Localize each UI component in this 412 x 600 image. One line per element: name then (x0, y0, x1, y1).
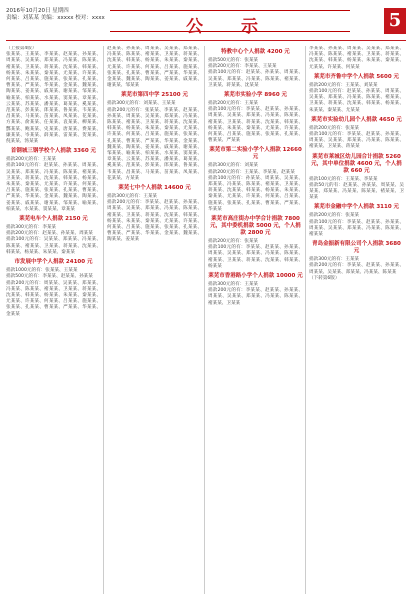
donor-list-line: 捐款100元的有：李某某、赵某某、孙某某、周某某、吴某某、郑某某、冯某某、陈某某、褚某某 (309, 219, 404, 238)
donor-list-line: 捐款100元的有：赵某某、孙某某、周某某、吴某某、郑某某、冯某某、陈某某、褚某某、卫某某、蒋某某、沈某某、韩某某、杨某某、朱某某、秦某某、尤某某、许某某、何某某、吕某某、施某某、张某某、孔某某、曹某某、严某某、华某某、金某某、魏某某、陶某某、姜某某、戚某某、谢某某、邹某某、喻某某、柏某某、水某某、窦某某、章某某 (6, 163, 101, 212)
donor-list-line: 捐款300元的有：王某某 (309, 257, 360, 263)
donor-list-line: 捐款100元的有：李某某、赵某某、孙某某、周某某、吴某某、郑某某、冯某某、陈某某、褚某某、卫某某、蒋某某、沈某某、韩某某、杨某某 (208, 245, 303, 269)
section-heading: 首钢城三钢学校个人捐款 3360 元 (10, 148, 97, 155)
section-heading: 特教中心个人捐款 4200 元 (221, 49, 290, 55)
section-heading: 莱芜电车个人捐款 2150 元 (19, 216, 88, 223)
donor-list-line: 赵某某、孙某某、周某某、吴某某、郑某某、冯某某、陈某某、褚某某、卫某某、蒋某某、沈某某、韩某某、杨某某、朱某某、秦某某、尤某某、许某某、何某某、吕某某、施某某、张某某、孔某某、曹某某、严某某、华某某、金某某、魏某某、陶某某、姜某某、戚某某、谢某某、邹某某 (107, 46, 202, 89)
donor-list-line: 捐款200元的有：李某某、王某某 (208, 64, 277, 70)
issue-meta (6, 8, 105, 22)
section-heading: 莱芜七中个人捐款 14600 元 (118, 185, 191, 192)
section-heading: 莱芜市第二实验小学个人捐款 12660 元 (209, 147, 302, 161)
editor-line: 责编：刘某某 美编：xxxxx 校对：xxxx (6, 15, 105, 21)
donor-list-line: 捐款300元的有：王某某 (208, 282, 259, 288)
column (309, 46, 406, 594)
donor-list-line: 捐款200元的有：张某某 (208, 239, 259, 245)
donor-list-line: 捐款200元的有：李某某、赵某某、孙某某、周某某、吴某某、郑某某、冯某某、陈某某、褚某某、卫某某 (208, 288, 303, 306)
donor-list-line: 李某某、孙某某、周某某、吴某某、郑某某、冯某某、陈某某、褚某某、卫某某、蒋某某、沈某某、韩某某、杨某某、朱某某、秦某某、尤某某、许某某、何某某 (309, 46, 404, 70)
donor-list-line: 捐款200元的有：张某某 (309, 125, 360, 131)
section-heading: 莱芜市高庄街办中学合计捐款 7800 元，其中委机捐款 5000 元，个人捐款 2800 元 (210, 216, 301, 237)
section-heading: 莱芜市齐鲁中学个人捐款 5600 元 (313, 73, 400, 80)
section-heading: 莱芜市香港路小学个人捐款 10000 元 (208, 273, 303, 280)
content-columns (6, 46, 406, 594)
section-title-bar (110, 10, 350, 37)
donor-list-line: 捐款200元的有：王某某、李某某、赵某某 (208, 169, 295, 175)
donor-list-line: 捐款50元的有：赵某某、孙某某、周某某、吴某某、郑某某、冯某某、陈某某、褚某某、卫某某 (309, 182, 404, 201)
section-heading: 市发展中学个人捐款 24100 元 (14, 259, 93, 266)
donor-list-line: 捐款200元的有：赵某某、孙某某、周某某 (6, 231, 93, 237)
donor-list-line: 捐款100元的有：孙某某、周某某、吴某某、郑某某、冯某某、陈某某、褚某某、卫某某、蒋某某、沈某某、韩某某、杨某某、朱某某、秦某某、尤某某、许某某、何某某、吕某某、施某某、张某某、孔某某、曹某某、严某某、华某某 (208, 175, 303, 212)
donor-list-line: 捐款500元的有：张某某 (208, 58, 259, 63)
donor-list-line: 捐款100元的有：李某某、赵某某、孙某某、周某某、吴某某、郑某某、冯某某、陈某某、褚某某、卫某某、蒋某某 (309, 132, 404, 150)
donor-list-line: 捐款200元的有：李某某、赵某某、孙某某、周某某、吴某某、郑某某、冯某某、陈某某、褚某某、卫某某、蒋某某、沈某某、韩某某、杨某某、朱某某、秦某某、尤某某、许某某、何某某、吕某某、施某某、张某某、孔某某、曹某某、严某某、华某某、金某某、魏某某、陶某某、姜某某 (107, 200, 202, 243)
donor-list-line: 捐款200元的有：周某某、吴某某、郑某某、冯某某、陈某某、褚某某、卫某某、蒋某某、沈某某、韩某某、杨某某、朱某某、秦某某、尤某某、许某某、何某某、吕某某、施某某、张某某、孔某某、曹某某、严某某、华某某、金某某 (6, 280, 101, 317)
date-line: 2016年10月20日 星期四 (6, 8, 69, 14)
donor-list-line: 捐款100元的有：王某某、李某某 (309, 176, 378, 182)
donor-list-line: 捐款300元的有：王某某 (107, 194, 158, 200)
donor-list-line: 捐款200元的有：王某某 (208, 101, 259, 107)
donor-list-line: 捐款500元的有：李某某、赵某某、孙某某 (6, 274, 93, 280)
section-heading: 莱芜市金融中学个人捐款 3110 元 (313, 204, 400, 211)
column (6, 46, 104, 594)
column (208, 46, 306, 594)
header-rule (6, 40, 406, 41)
donor-list-line: 张某某、王某某、李某某、赵某某、孙某某、周某某、吴某某、郑某某、冯某某、陈某某、褚某某、卫某某、蒋某某、沈某某、韩某某、杨某某、朱某某、秦某某、尤某某、许某某、何某某、吕某某、施某某、张某某、孔某某、曹某某、严某某、华某某、金某某、魏某某、陶某某、姜某某、戚某某、谢某某、邹某某、喻某某、柏某某、水某某、窦某某、章某某、云某某、苏某某、潘某某、葛某某、奚某某、范某某、彭某某、郎某某、鲁某某、韦某某、昌某某、马某某、苗某某、凤某某、花某某、方某某、俞某某、任某某、袁某某、柳某某、酆某某、鲍某某、史某某、唐某某、费某某、廉某某、岑某某、薛某某、雷某某、贺某某、倪某某、汤某某 (6, 52, 101, 145)
donor-list-line: 捐款200元的有：王某某 (6, 157, 57, 163)
donor-list-line: （上接第4版） (6, 46, 37, 51)
donor-list-line: 捐款1000元的有：张某某、王某某 (6, 268, 78, 274)
donor-list-line: （下转第6版） (309, 275, 340, 281)
section-heading: 莱芜市莱城区幼儿园合计捐款 5260 元，其中单位捐款 4600 元，个人捐款 660 元 (311, 153, 402, 174)
donor-list-line: 捐款200元的有：李某某、赵某某、孙某某、周某某、吴某某、郑某某、冯某某、陈某某 (309, 263, 404, 275)
donor-list-line: 捐款200元的有：张某某、李某某、赵某某、孙某某、周某某、吴某某、郑某某、冯某某、陈某某、褚某某、卫某某、蒋某某、沈某某、韩某某、杨某某、朱某某、秦某某、尤某某、许某某、何某某、吕某某、施某某、张某某、孔某某、曹某某、严某某、华某某、金某某、魏某某、陶某某、姜某某、戚某某、谢某某、邹某某、喻某某、柏某某、水某某、窦某某、章某某、云某某、苏某某、潘某某、葛某某、奚某某、范某某、彭某某、郎某某、鲁某某、韦某某、昌某某、马某某、苗某某、凤某某、花某某、方某某 (107, 107, 202, 181)
donor-list-line: 捐款200元的有：张某某 (309, 213, 360, 219)
donor-list-line: 捐款100元的有：李某某、赵某某、孙某某、周某某、吴某某、郑某某、冯某某、陈某某、褚某某、卫某某、蒋某某、沈某某、韩某某、杨某某、朱某某、秦某某、尤某某、许某某、何某某、吕某某、施某某、张某某、孔某某、曹某某、严某某 (208, 107, 303, 144)
donor-list-line: 捐款100元的有：赵某某、孙某某、周某某、吴某某、郑某某、冯某某、陈某某、褚某某、卫某某、蒋某某、沈某某 (208, 70, 303, 88)
section-heading: 莱芜市实验小学 8960 元 (223, 92, 288, 99)
donor-list-line: 捐款200元的有：王某某、刘某某 (309, 82, 378, 88)
column (107, 46, 205, 594)
section-heading: 莱芜市第四中学 25100 元 (121, 92, 188, 99)
section-heading: 莱芜市实验幼儿园个人捐款 4650 元 (311, 116, 402, 123)
donor-list-line: 捐款100元的有：赵某某、孙某某、周某某、吴某某、郑某某、冯某某、陈某某、褚某某、卫某某、蒋某某、沈某某、韩某某、杨某某、朱某某、秦某某、尤某某 (309, 89, 404, 113)
page-header (0, 0, 412, 44)
donor-list-line: 捐款300元的有：刘某某 (208, 163, 259, 169)
donor-list-line: 捐款300元的有：刘某某、王某某 (107, 101, 176, 107)
donor-list-line: 捐款300元的有：李某某 (6, 225, 57, 231)
donor-list-line: 捐款100元的有：吴某某、郑某某、冯某某、陈某某、褚某某、卫某某、蒋某某、沈某某、韩某某、杨某某、朱某某、秦某某 (6, 237, 101, 255)
section-heading: 青岛金振新有限公司个人捐款 3680 元 (312, 241, 401, 255)
page-number: 5 (384, 8, 406, 34)
section-title: 公 示 (186, 17, 274, 37)
